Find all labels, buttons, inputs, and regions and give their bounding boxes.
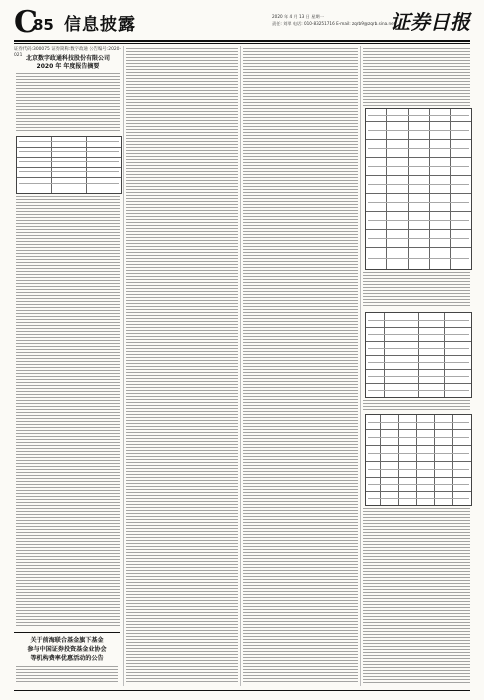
bottom-notice [14,632,120,687]
table-row-line [17,177,121,178]
table-cell-text [368,220,469,221]
table-row-line [366,139,471,140]
table-row-line [17,167,121,168]
table-row-line [366,445,471,446]
table-col-line [398,415,399,505]
table-row-line [366,229,471,230]
table-cell-text [368,320,469,321]
table-cell-text [368,348,469,349]
table-cell-text [19,161,119,162]
table-cell-text [368,498,469,499]
table-row-line [17,157,121,158]
financial-table [365,108,472,270]
page-letter: C [14,5,38,40]
table-col-line [418,313,419,397]
table-row-line [366,247,471,248]
table-col-line [452,415,453,505]
company-name: 北京数字政通科技股份有限公司 [25,55,110,62]
table-col-line [450,109,451,269]
stock-code: 证券代码:300075 [14,47,50,52]
text-block [16,666,118,684]
table-col-line [380,415,381,505]
table-cell-text [368,130,469,131]
column-divider [123,46,124,686]
table-cell-text [368,362,469,363]
text-block [363,508,470,684]
shareholder-table [365,312,472,398]
table-row-line [366,491,471,492]
table-cell-text [368,453,469,454]
table-col-line [429,109,430,269]
notice-line-2: 参与中国证券投资基金业协会 [27,646,107,653]
table-cell-text [368,484,469,485]
issue-contact: 责任: 刘翠 电话: 010-83251716 E-mail: zqrb9@zqrb.sina.net [272,21,396,26]
text-block [363,272,470,308]
issue-date: 2020 年 4 月 13 日 星期一 [272,14,324,19]
table-cell-text [19,171,119,172]
table-cell-text [19,151,119,152]
column-divider [360,46,361,686]
table-col-line [416,415,417,505]
table-cell-text [368,202,469,203]
page-number: 85 [33,16,54,34]
masthead-rule-thin [14,43,470,44]
table-row-line [366,429,471,430]
text-block [126,48,238,684]
table-col-line [408,109,409,269]
table-cell-text [368,148,469,149]
text-block [16,196,120,628]
table-row-line [366,175,471,176]
table-cell-text [368,390,469,391]
summary-table [16,136,122,194]
holdings-table [365,414,472,506]
table-row-line [366,121,471,122]
stock-abbr: 证券简称:数字政通 [51,47,88,52]
notice-line-3: 等机构费率优惠活动的公告 [30,655,104,662]
table-cell-text [368,184,469,185]
table-cell-text [368,376,469,377]
newspaper-logo: 证券日报 [390,10,470,34]
table-row-line [366,211,471,212]
table-cell-text [19,141,119,142]
masthead [14,5,470,40]
table-cell-text [368,334,469,335]
table-row-line [366,193,471,194]
table-col-line [444,313,445,397]
table-row-line [366,477,471,478]
table-cell-text [19,183,119,184]
notice-line-1: 关于前海联合基金旗下基金 [30,637,104,644]
table-col-line [86,137,87,193]
table-col-line [434,415,435,505]
bottom-rule [14,690,470,691]
section-title: 信息披露 [64,15,136,35]
table-cell-text [368,258,469,259]
masthead-rule-thick [14,40,470,42]
table-cell-text [368,469,469,470]
table-col-line [51,137,52,193]
table-row-line [17,147,121,148]
text-block [363,400,470,410]
text-block [243,48,358,684]
table-row-line [366,157,471,158]
report-title: 2020 年 年度报告摘要 [36,63,100,70]
notice-number: 公告编号:2020-021 [14,47,122,58]
table-cell-text [368,437,469,438]
table-cell-text [368,166,469,167]
table-row-line [366,461,471,462]
text-block [16,73,120,133]
table-cell-text [368,238,469,239]
table-col-line [386,109,387,269]
table-cell-text [368,115,469,116]
table-cell-text [368,422,469,423]
text-block [363,48,470,106]
table-col-line [384,313,385,397]
column-divider [240,46,241,686]
